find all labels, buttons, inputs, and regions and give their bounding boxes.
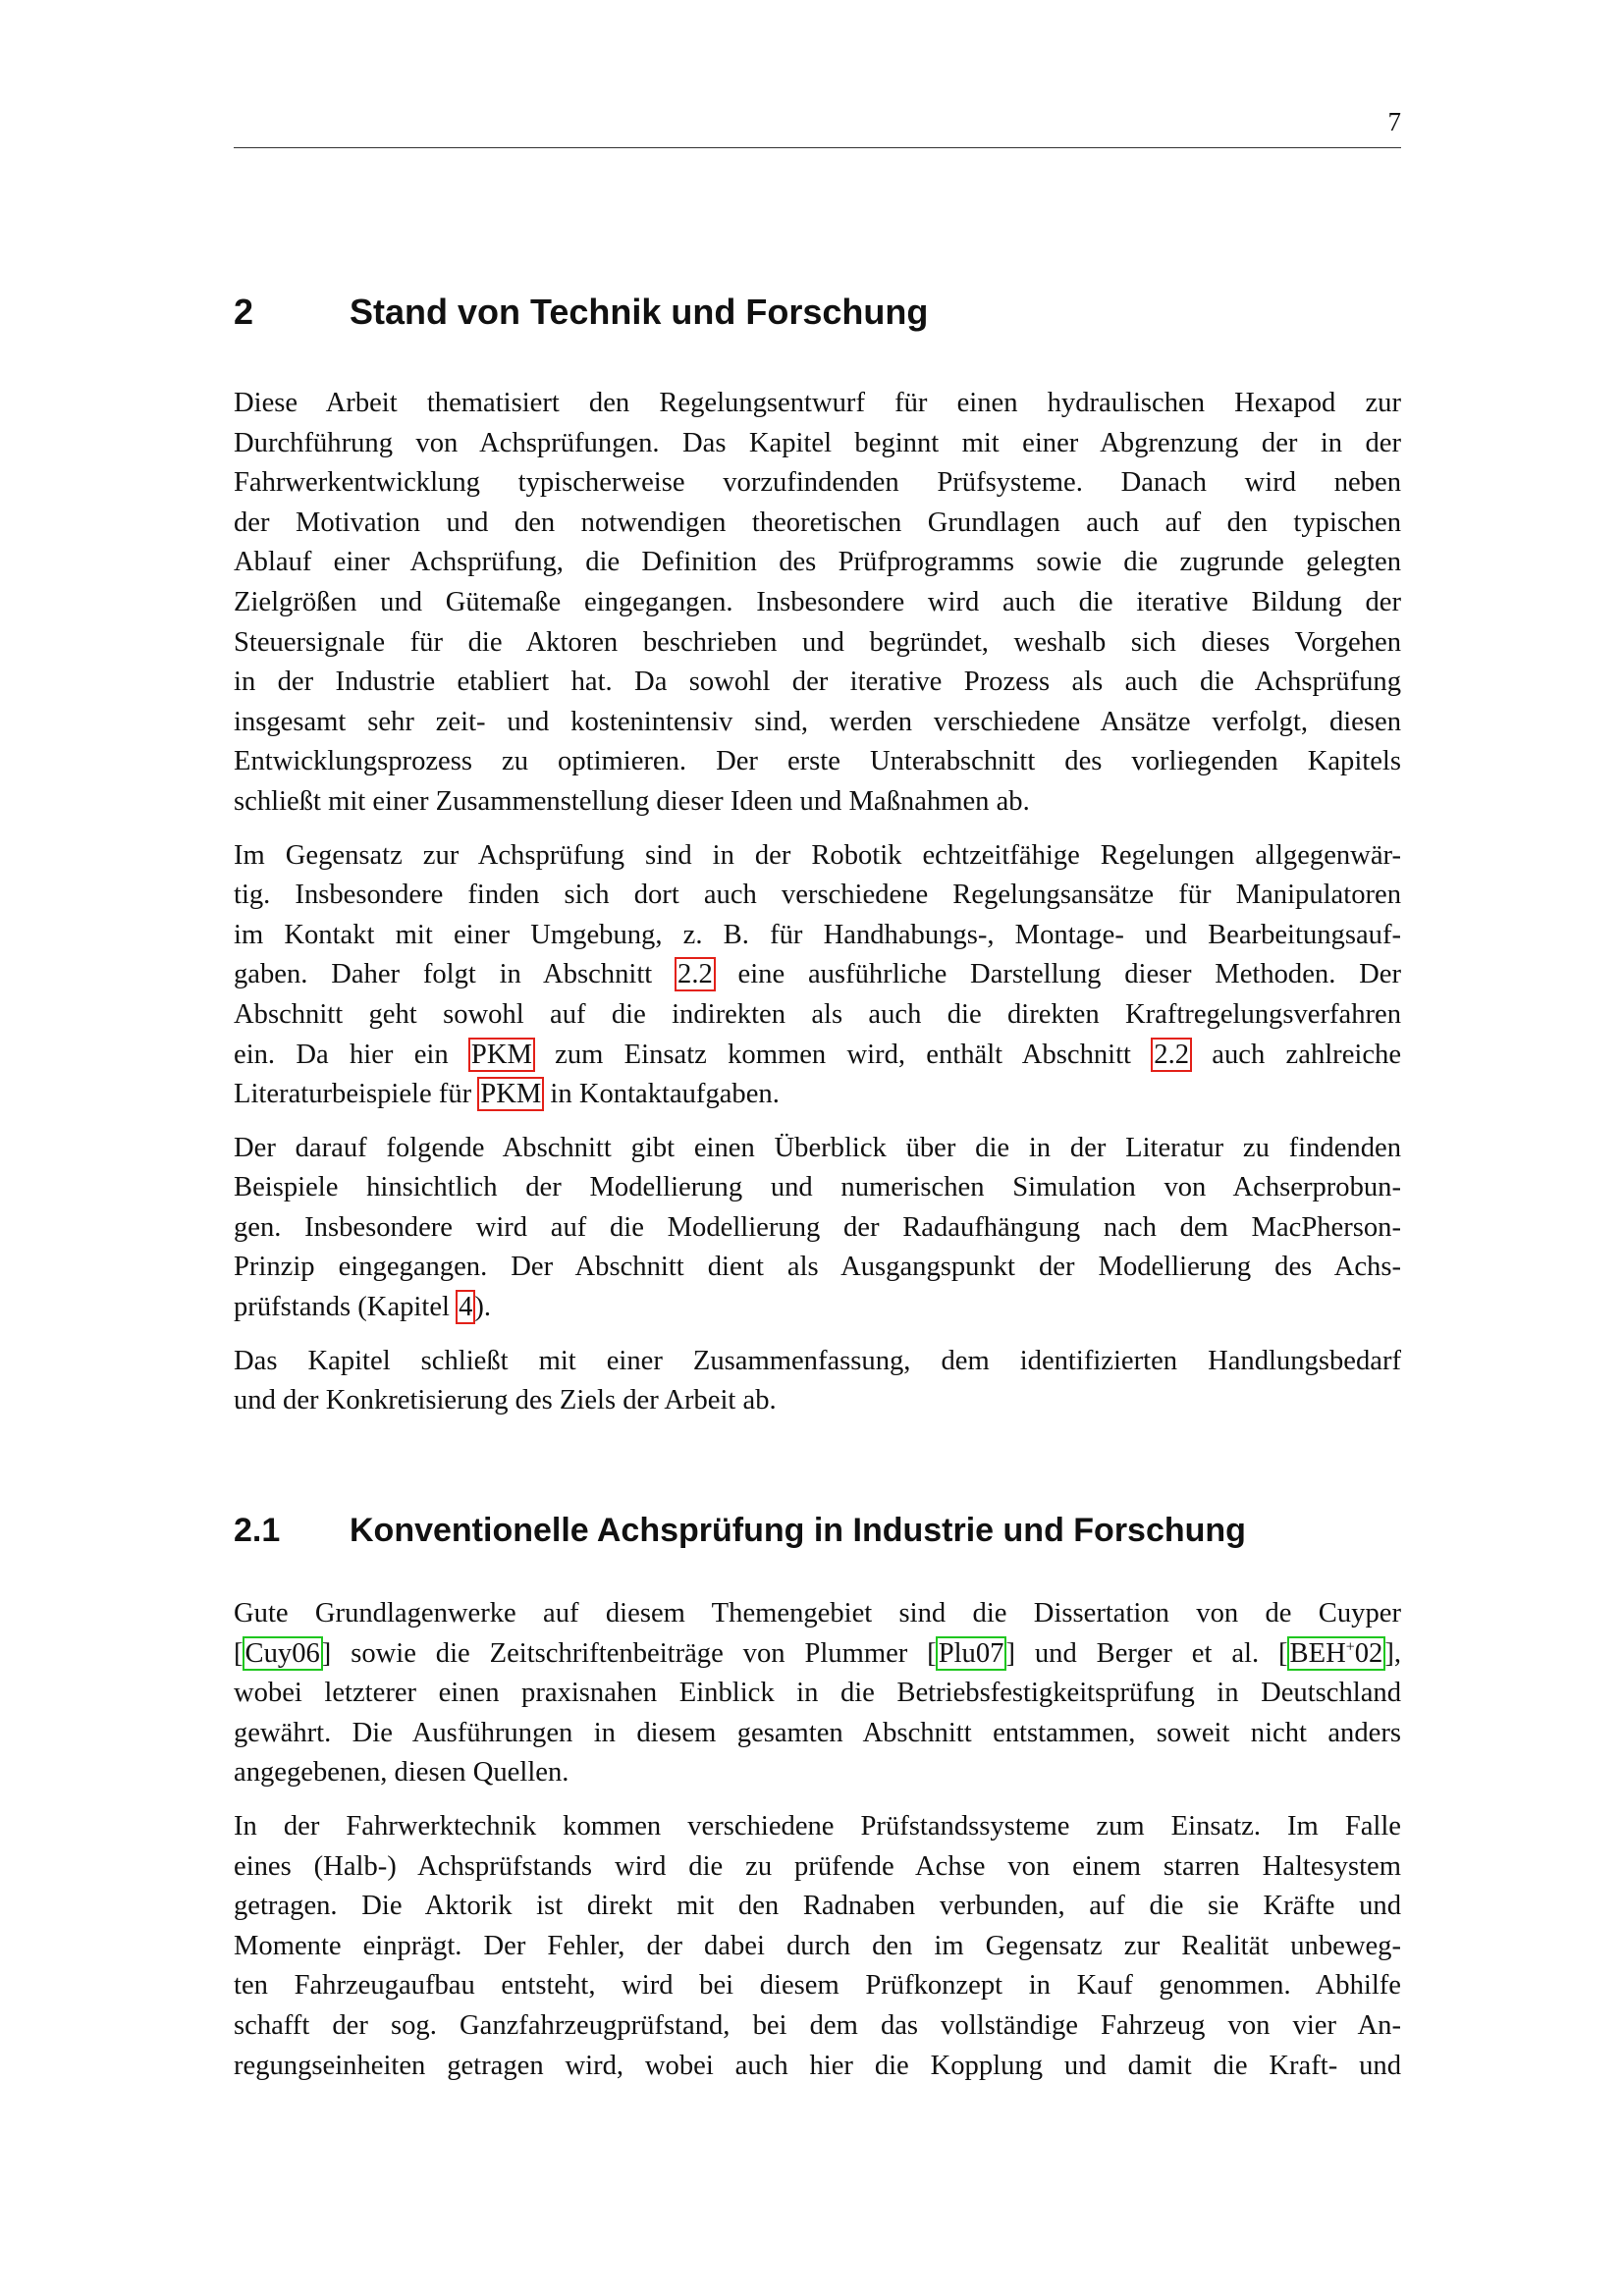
text-line: angegebenen, diesen Quellen. xyxy=(234,1757,569,1789)
section-body xyxy=(234,1594,1401,2100)
citation-year: 02 xyxy=(1354,1637,1383,1669)
text-line: Steuersignale für die Aktoren beschrieben und begründet, weshalb sich dieses Vorgehen xyxy=(234,626,1401,658)
acronym-link[interactable]: PKM xyxy=(470,1039,532,1070)
text-line: Zielgrößen und Gütemaße eingegangen. Insbesondere wird auch die iterative Bildung der xyxy=(234,586,1401,617)
chapter-heading xyxy=(234,291,928,334)
citation-superscript: + xyxy=(1345,1638,1355,1656)
section-heading xyxy=(234,1509,1246,1552)
text-run: ein. Da hier ein xyxy=(234,1039,469,1070)
paragraph xyxy=(234,1807,1401,2086)
text-line: Beispiele hinsichtlich der Modellierung und numerischen Simulation von Achserprobun- xyxy=(234,1172,1401,1203)
chapter-ref-link[interactable]: 4 xyxy=(459,1292,473,1323)
text-run: zum Einsatz kommen wird, enthält Abschnitt xyxy=(533,1039,1153,1070)
text-run: Literaturbeispiele für xyxy=(234,1079,479,1110)
chapter-intro xyxy=(234,384,1401,1435)
text-line: insgesamt sehr zeit- und kostenintensiv sind, werden verschiedene Ansätze verfolgt, diesen xyxy=(234,706,1401,737)
text-run: [ xyxy=(234,1637,244,1669)
text-run: ). xyxy=(474,1292,492,1323)
citation-link[interactable]: Cuy06 xyxy=(244,1637,320,1669)
section-number: 2.1 xyxy=(234,1512,281,1549)
text-line: schließt mit einer Zusammenstellung dieser Ideen und Maßnahmen ab. xyxy=(234,785,1030,817)
section-title: Konventionelle Achsprüfung in Industrie und Forschung xyxy=(350,1512,1246,1549)
text-run: auch zahlreiche xyxy=(1191,1039,1402,1070)
paragraph xyxy=(234,836,1401,1115)
text-line: Gute Grundlagenwerke auf diesem Themengebiet sind die Dissertation von de Cuyper xyxy=(234,1598,1401,1629)
chapter-number: 2 xyxy=(234,292,254,332)
text-line: regungseinheiten getragen wird, wobei auch hier die Kopplung und damit die Kraft- und xyxy=(234,2050,1401,2081)
citation-key: BEH xyxy=(1289,1637,1346,1669)
text-line: Ablauf einer Achsprüfung, die Definition des Prüfprogramms sowie die zugrunde gelegten xyxy=(234,547,1401,578)
text-line: und der Konkretisierung des Ziels der Arbeit ab. xyxy=(234,1385,777,1416)
citation-link[interactable] xyxy=(1288,1637,1385,1670)
text-line xyxy=(234,1036,1401,1076)
text-line: im Kontakt mit einer Umgebung, z. B. für Handhabungs-, Montage- und Bearbeitungsauf- xyxy=(234,919,1401,950)
text-line: Der darauf folgende Abschnitt gibt einen Überblick über die in der Literatur zu findenden xyxy=(234,1132,1401,1163)
text-run: in Kontaktaufgaben. xyxy=(543,1079,780,1110)
text-line: Abschnitt geht sowohl auf die indirekten als auch die direkten Kraftregelungsverfahren xyxy=(234,998,1401,1030)
text-line: Fahrwerkentwicklung typischerweise vorzufindenden Prüfsysteme. Danach wird neben xyxy=(234,467,1401,499)
text-run: ] und Berger et al. [ xyxy=(1005,1637,1288,1669)
text-line: in der Industrie etabliert hat. Da sowohl der iterative Prozess als auch die Achsprüfung xyxy=(234,667,1401,698)
text-line: gen. Insbesondere wird auf die Modellierung der Radaufhängung nach dem MacPherson- xyxy=(234,1211,1401,1243)
paragraph xyxy=(234,1342,1401,1421)
text-line: Momente einprägt. Der Fehler, der dabei durch den im Gegensatz zur Realität unbeweg- xyxy=(234,1930,1401,1961)
text-run: ] sowie die Zeitschriftenbeiträge von Plummer [ xyxy=(321,1637,937,1669)
running-header xyxy=(234,106,1401,148)
paragraph xyxy=(234,1594,1401,1793)
text-line: Diese Arbeit thematisiert den Regelungsentwurf für einen hydraulischen Hexapod zur xyxy=(234,388,1401,418)
text-line xyxy=(234,1075,1401,1115)
paragraph xyxy=(234,384,1401,823)
chapter-title: Stand von Technik und Forschung xyxy=(350,292,929,332)
page-number: 7 xyxy=(1387,107,1401,136)
text-run: eine ausführliche Darstellung dieser Methoden. Der xyxy=(714,959,1401,990)
text-line: Im Gegensatz zur Achsprüfung sind in der Robotik echtzeitfähige Regelungen allgegenwär- xyxy=(234,839,1401,871)
text-line xyxy=(234,1288,1401,1328)
text-line: tig. Insbesondere finden sich dort auch verschiedene Regelungsansätze für Manipulatoren xyxy=(234,880,1401,911)
citation-link[interactable]: Plu07 xyxy=(938,1637,1004,1669)
text-line: ten Fahrzeugaufbau entsteht, wird bei diesem Prüfkonzept in Kauf genommen. Abhilfe xyxy=(234,1970,1401,2002)
text-line xyxy=(234,955,1401,995)
text-line: eines (Halb-) Achsprüfstands wird die zu prüfende Achse von einem starren Haltesystem xyxy=(234,1850,1401,1882)
acronym-link[interactable]: PKM xyxy=(480,1079,542,1110)
text-line: gewährt. Die Ausführungen in diesem gesamten Abschnitt entstammen, soweit nicht anders xyxy=(234,1717,1401,1748)
text-line: der Motivation und den notwendigen theoretischen Grundlagen auch auf den typischen xyxy=(234,507,1401,538)
section-ref-link[interactable]: 2.2 xyxy=(677,959,713,990)
text-line: Entwicklungsprozess zu optimieren. Der erste Unterabschnitt des vorliegenden Kapitels xyxy=(234,746,1401,777)
text-line: In der Fahrwerktechnik kommen verschiedene Prüfstandssysteme zum Einsatz. Im Falle xyxy=(234,1810,1401,1842)
text-line: Durchführung von Achsprüfungen. Das Kapitel beginnt mit einer Abgrenzung der in der xyxy=(234,427,1401,458)
section-ref-link[interactable]: 2.2 xyxy=(1154,1039,1190,1070)
text-run: gaben. Daher folgt in Abschnitt xyxy=(234,959,677,990)
paragraph xyxy=(234,1129,1401,1328)
text-line: getragen. Die Aktorik ist direkt mit den Radnaben verbunden, auf die sie Kräfte und xyxy=(234,1891,1401,1922)
text-line: Das Kapitel schließt mit einer Zusammenfassung, dem identifizierten Handlungsbedarf xyxy=(234,1345,1401,1376)
text-run: prüfstands (Kapitel xyxy=(234,1292,458,1323)
text-line: wobei letzterer einen praxisnahen Einblick in die Betriebsfestigkeitsprüfung in Deutschland xyxy=(234,1678,1401,1709)
text-line: Prinzip eingegangen. Der Abschnitt dient als Ausgangspunkt der Modellierung des Achs- xyxy=(234,1252,1401,1283)
text-line xyxy=(234,1634,1401,1675)
text-line: schafft der sog. Ganzfahrzeugprüfstand, bei dem das vollständige Fahrzeug von vier An- xyxy=(234,2009,1401,2041)
text-run: ], xyxy=(1384,1637,1402,1669)
